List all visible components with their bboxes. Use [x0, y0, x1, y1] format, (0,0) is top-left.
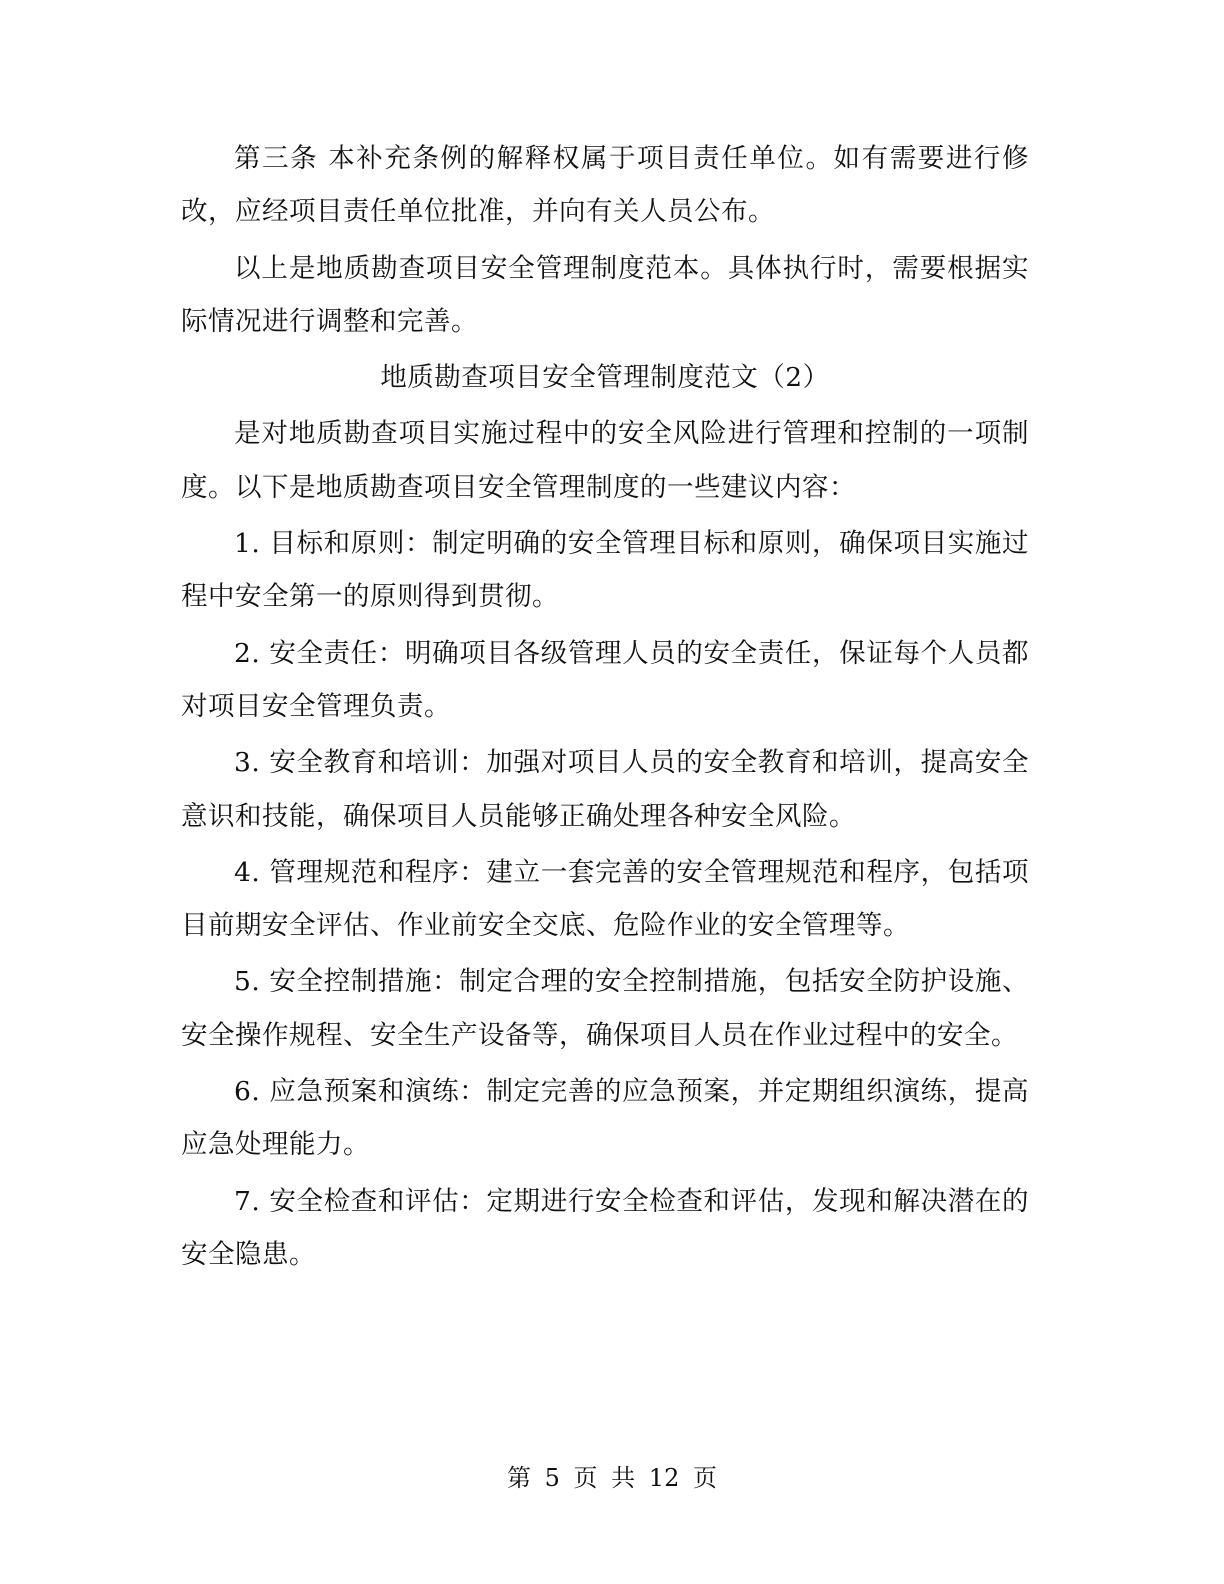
section-title: 地质勘查项目安全管理制度范文（2）: [380, 362, 830, 394]
list-item-training: 3. 安全教育和培训：加强对项目人员的安全教育和培训，提高安全意识和技能，确保项目人员能够正确处理各种安全风险。: [181, 747, 1029, 832]
list-item-emergency-plan: 6. 应急预案和演练：制定完善的应急预案，并定期组织演练，提高应急处理能力。: [181, 1076, 1029, 1161]
paragraph-article-three: 第三条 本补充条例的解释权属于项目责任单位。如有需要进行修改，应经项目责任单位批准，并向有关人员公布。: [181, 143, 1029, 228]
list-item-responsibility: 2. 安全责任：明确项目各级管理人员的安全责任，保证每个人员都对项目安全管理负责。: [181, 637, 1029, 722]
list-item-procedures: 4. 管理规范和程序：建立一套完善的安全管理规范和程序，包括项目前期安全评估、作业前安全交底、危险作业的安全管理等。: [181, 856, 1029, 942]
list-item-control-measures: 5. 安全控制措施：制定合理的安全控制措施，包括安全防护设施、安全操作规程、安全生产设备等，确保项目人员在作业过程中的安全。: [181, 966, 1029, 1051]
page-number-footer: 第 5 页 共 12 页: [507, 1464, 717, 1492]
paragraph-summary: 以上是地质勘查项目安全管理制度范本。具体执行时，需要根据实际情况进行调整和完善。: [181, 252, 1029, 337]
document-body: [181, 132, 1029, 1284]
list-item-goals: 1. 目标和原则：制定明确的安全管理目标和原则，确保项目实施过程中安全第一的原则得到贯彻。: [181, 528, 1029, 613]
list-item-inspection: 7. 安全检查和评估：定期进行安全检查和评估，发现和解决潜在的安全隐患。: [181, 1185, 1029, 1270]
paragraph-intro: 是对地质勘查项目实施过程中的安全风险进行管理和控制的一项制度。以下是地质勘查项目安全管理制度的一些建议内容：: [181, 418, 1029, 503]
